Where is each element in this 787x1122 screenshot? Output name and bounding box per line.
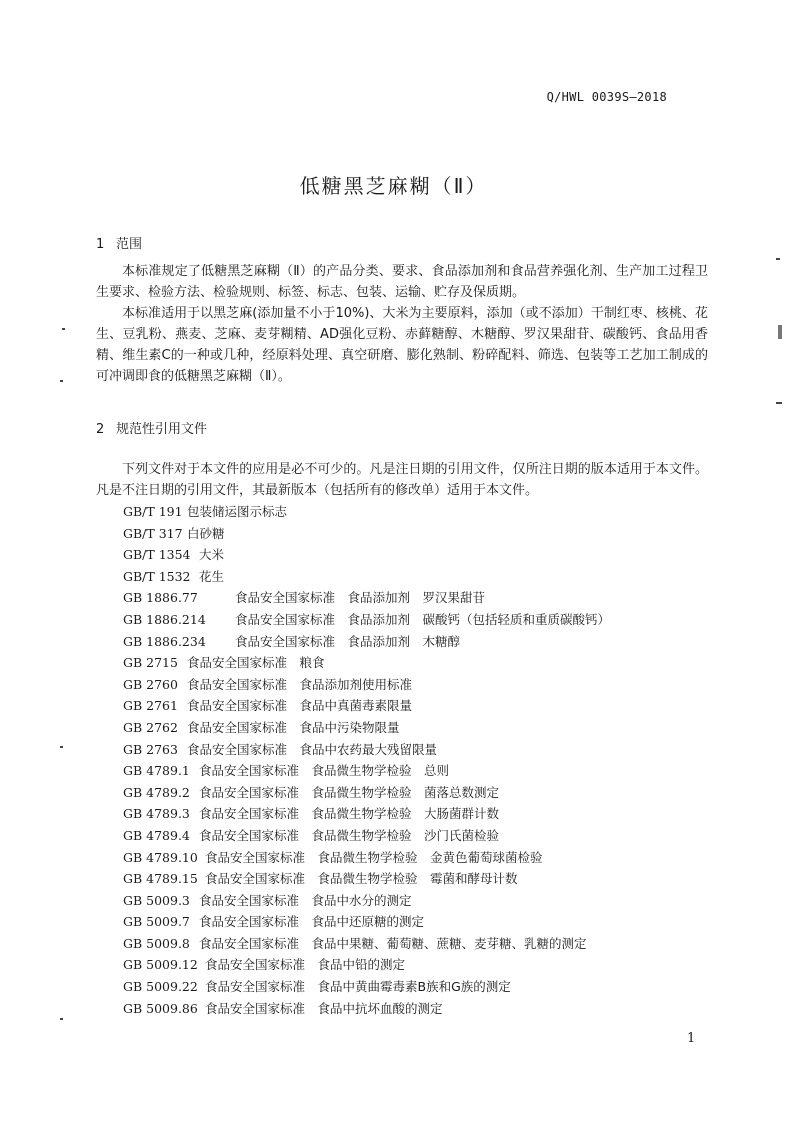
- reference-code: GB 2715: [123, 655, 178, 671]
- reference-code: GB 4789.15: [123, 871, 198, 887]
- reference-item: [123, 911, 723, 933]
- section-heading-references: [96, 418, 207, 437]
- reference-item: [123, 566, 723, 588]
- reference-item: [123, 501, 723, 523]
- reference-title: 食品安全国家标准 食品添加剂 碳酸钙（包括轻质和重质碳酸钙）: [235, 611, 611, 627]
- scope-paragraph-1: 本标准规定了低糖黑芝麻糊（Ⅱ）的产品分类、要求、食品添加剂和食品营养强化剂、生产加工过程卫生要求、检验方法、检验规则、标签、标志、包装、运输、贮存及保质期。: [96, 264, 708, 300]
- section-title: 规范性引用文件: [116, 422, 208, 437]
- reference-title: 食品安全国家标准 食品中黄曲霉毒素B族和G族的测定: [205, 979, 511, 995]
- scan-speck: [60, 746, 63, 748]
- reference-code: GB 4789.10: [123, 849, 198, 865]
- reference-title: 食品安全国家标准 食品微生物学检验 沙门氏菌检验: [199, 827, 500, 843]
- reference-item: [123, 631, 723, 653]
- reference-code: GB 2761: [123, 698, 178, 714]
- reference-title: 食品安全国家标准 食品添加剂使用标准: [187, 676, 413, 692]
- reference-title: 食品安全国家标准 食品微生物学检验 金黄色葡萄球菌检验: [205, 849, 543, 865]
- reference-title: 食品安全国家标准 食品添加剂 罗汉果甜苷: [235, 590, 486, 606]
- reference-title: 花生: [199, 568, 225, 584]
- page-number: 1: [687, 1031, 696, 1046]
- reference-title: 食品安全国家标准 食品中真菌毒素限量: [187, 698, 413, 714]
- reference-title: 食品安全国家标准 食品中还原糖的测定: [199, 914, 425, 930]
- reference-code: GB 4789.2: [123, 784, 190, 800]
- reference-item: [123, 954, 723, 976]
- reference-title: 包装储运图示标志: [187, 504, 288, 519]
- page-title: 低糖黑芝麻糊（Ⅱ）: [299, 174, 488, 198]
- reference-item: [123, 523, 723, 545]
- reference-list: [123, 501, 723, 1019]
- reference-code: GB 5009.3: [123, 892, 190, 908]
- reference-item: [123, 825, 723, 847]
- reference-item: [123, 890, 723, 912]
- reference-code: GB 4789.1: [123, 763, 190, 779]
- section-title: 范围: [116, 237, 143, 252]
- reference-code: GB 2760: [123, 676, 178, 692]
- reference-code: GB 1886.234: [123, 633, 206, 649]
- reference-code: GB 5009.12: [123, 957, 198, 973]
- reference-code: GB 5009.22: [123, 979, 198, 995]
- reference-item: [123, 695, 723, 717]
- reference-code: GB 4789.4: [123, 827, 190, 843]
- reference-code: GB 5009.86: [123, 1000, 198, 1016]
- reference-title: 食品安全国家标准 食品微生物学检验 霉菌和酵母计数: [205, 871, 518, 887]
- reference-code: GB 4789.3: [123, 806, 190, 822]
- section-heading-scope: [96, 233, 142, 252]
- reference-item: [123, 976, 723, 998]
- reference-code: GB/T 317: [123, 525, 183, 541]
- reference-title: 食品安全国家标准 食品中抗坏血酸的测定: [205, 1000, 443, 1016]
- scan-speck: [60, 1018, 63, 1020]
- reference-item: [123, 609, 723, 631]
- reference-code: GB/T 1354: [123, 547, 191, 563]
- reference-title: 食品安全国家标准 食品微生物学检验 总则: [199, 763, 450, 779]
- reference-item: [123, 587, 723, 609]
- references-intro: 下列文件对于本文件的应用是必不可少的。凡是注日期的引用文件，仅所注日期的版本适用于本文件。凡是不注日期的引用文件，其最新版本（包括所有的修改单）适用于本文件。: [96, 462, 708, 498]
- scan-speck: [60, 380, 63, 382]
- reference-code: GB 5009.8: [123, 935, 190, 951]
- reference-item: [123, 652, 723, 674]
- reference-title: 大米: [199, 547, 225, 563]
- reference-title: 食品安全国家标准 食品中污染物限量: [187, 719, 400, 735]
- reference-code: GB 1886.77: [123, 590, 198, 606]
- reference-item: [123, 998, 723, 1020]
- reference-code: GB 2762: [123, 719, 178, 735]
- reference-item: [123, 544, 723, 566]
- reference-item: [123, 674, 723, 696]
- document-code: Q/HWL 0039S—2018: [546, 90, 667, 104]
- reference-item: [123, 803, 723, 825]
- reference-item: [123, 717, 723, 739]
- reference-code: GB 2763: [123, 741, 178, 757]
- scan-speck: [62, 328, 65, 330]
- reference-item: [123, 847, 723, 869]
- reference-item: [123, 868, 723, 890]
- reference-code: GB 1886.214: [123, 611, 206, 627]
- reference-title: 食品安全国家标准 食品中果糖、葡萄糖、蔗糖、麦芽糖、乳糖的测定: [199, 935, 587, 951]
- scan-speck: [776, 258, 780, 260]
- reference-item: [123, 739, 723, 761]
- reference-title: 白砂糖: [187, 525, 225, 541]
- reference-title: 食品安全国家标准 粮食: [187, 655, 325, 671]
- reference-code: GB/T 191: [123, 504, 183, 519]
- scan-speck: [776, 402, 782, 404]
- reference-item: [123, 933, 723, 955]
- reference-title: 食品安全国家标准 食品微生物学检验 菌落总数测定: [199, 784, 500, 800]
- reference-code: GB 5009.7: [123, 914, 190, 930]
- reference-item: [123, 782, 723, 804]
- section-number: 2: [96, 422, 105, 437]
- reference-title: 食品安全国家标准 食品添加剂 木糖醇: [235, 633, 461, 649]
- reference-title: 食品安全国家标准 食品中铅的测定: [205, 957, 406, 973]
- reference-code: GB/T 1532: [123, 568, 191, 584]
- scope-paragraph-2: 本标准适用于以黑芝麻(添加量不小于10%)、大米为主要原料，添加（或不添加）干制红枣、核桃、花生、豆乳粉、燕麦、芝麻、麦芽糊精、AD强化豆粉、赤藓糖醇、木糖醇、罗汉果甜苷、碳酸钙、食品用香精、维生素C的一种或几种，经原料处理、真空研磨、膨化熟制、粉碎配料、筛选、包装等工艺加工制成的可冲调即食的低糖黑芝麻糊（Ⅱ）。: [96, 306, 708, 384]
- section-number: 1: [96, 237, 105, 252]
- reference-item: [123, 760, 723, 782]
- reference-title: 食品安全国家标准 食品中水分的测定: [199, 892, 412, 908]
- reference-title: 食品安全国家标准 食品微生物学检验 大肠菌群计数: [199, 806, 500, 822]
- scan-speck: [778, 325, 782, 339]
- reference-title: 食品安全国家标准 食品中农药最大残留限量: [187, 741, 438, 757]
